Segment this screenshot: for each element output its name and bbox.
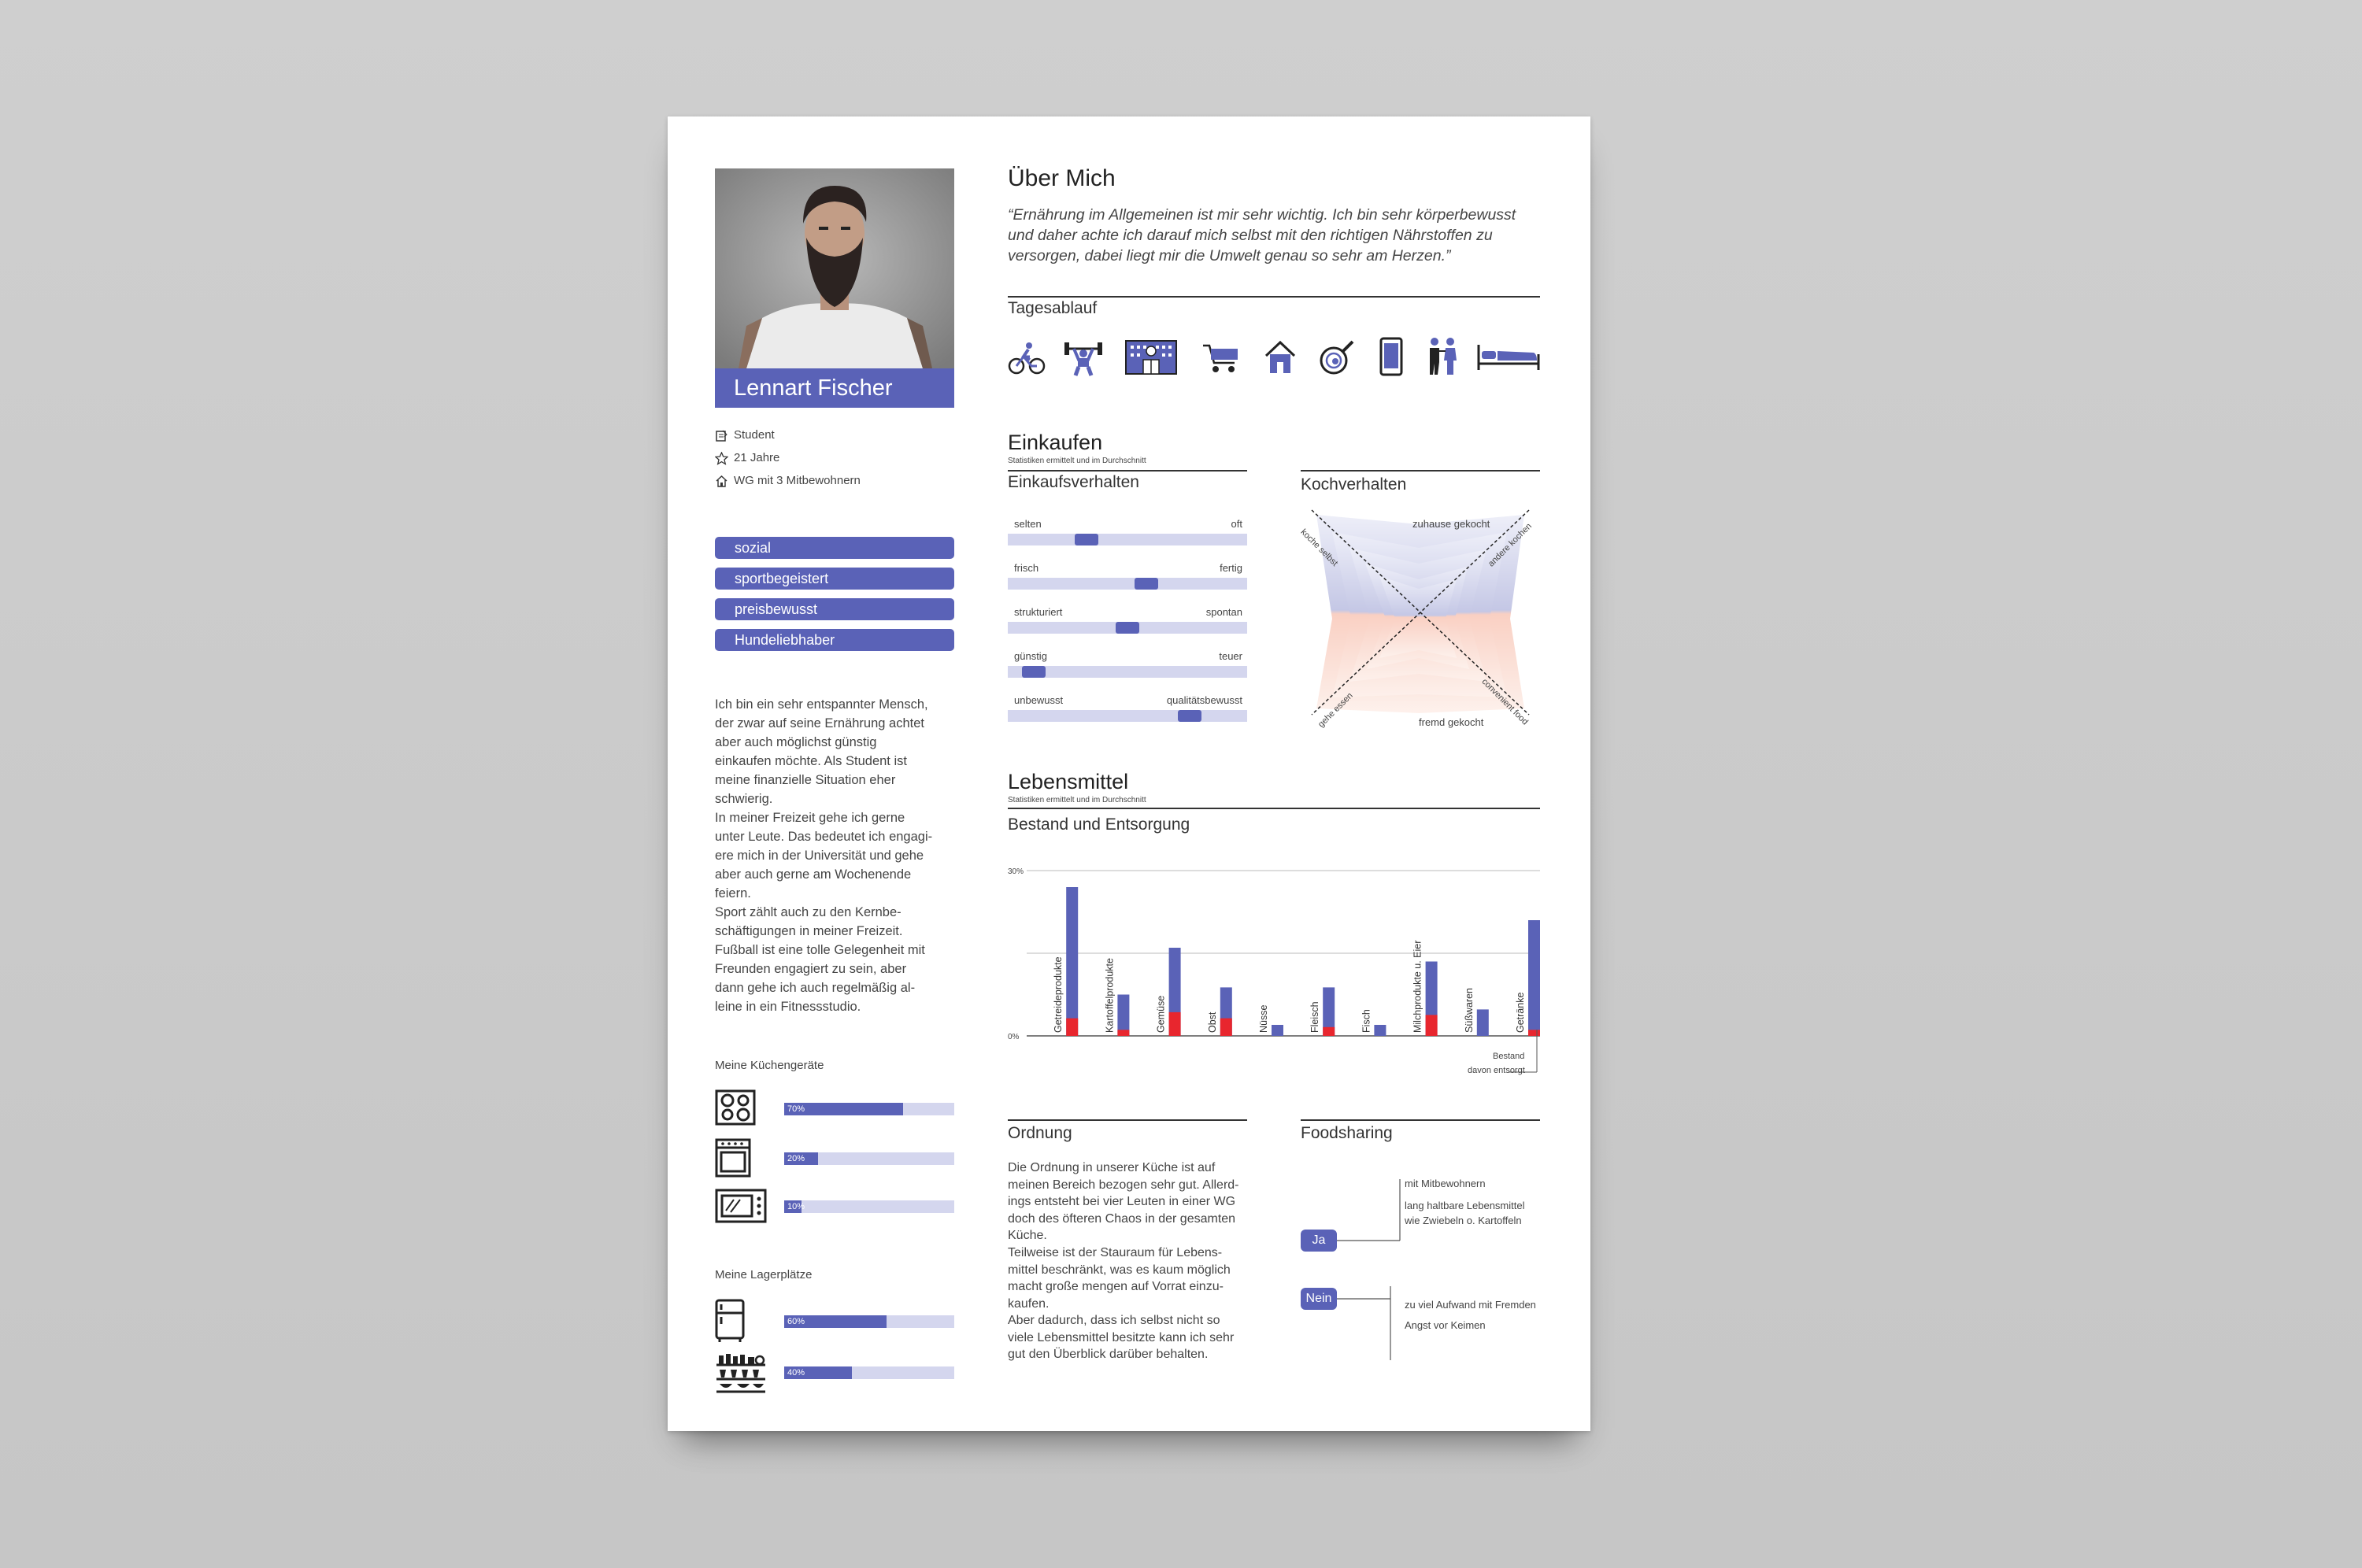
bar-waste bbox=[1426, 1015, 1438, 1036]
cooking-label-bl: gehe essen bbox=[1316, 690, 1355, 730]
slider-left-label: selten bbox=[1014, 518, 1042, 530]
divider-groceries bbox=[1008, 808, 1540, 809]
slider-right-label: fertig bbox=[1220, 562, 1242, 574]
order-paragraph-3: Aber dadurch, dass ich selbst nicht so viele Lebensmittel besitzte kann ich sehr gut den Überblick darüber behalten. bbox=[1008, 1314, 1235, 1361]
cooking-label-br: convenient food bbox=[1479, 677, 1530, 727]
bar-waste bbox=[1323, 1027, 1335, 1036]
storage-title: Meine Lagerplätze bbox=[715, 1268, 813, 1281]
slider-track bbox=[1008, 710, 1247, 722]
house-icon bbox=[715, 475, 728, 488]
tag-dog-lover: Hundeliebhaber bbox=[715, 629, 954, 651]
foodsharing-no-reason-1: zu viel Aufwand mit Fremden bbox=[1405, 1299, 1536, 1311]
bed-icon bbox=[1477, 343, 1540, 372]
y-tick-label: 0% bbox=[1008, 1033, 1020, 1041]
category-label: Obst bbox=[1206, 1011, 1218, 1033]
bar-waste bbox=[1220, 1019, 1232, 1036]
bar-waste bbox=[1528, 1030, 1540, 1036]
university-icon bbox=[1124, 339, 1178, 375]
tag-sporty: sportbegeistert bbox=[715, 568, 954, 590]
notepad-icon bbox=[715, 430, 727, 442]
category-label: Nüsse bbox=[1258, 1004, 1269, 1033]
profile-name: Lennart Fischer bbox=[715, 368, 954, 408]
order-title: Ordnung bbox=[1008, 1124, 1072, 1142]
slider-track bbox=[1008, 578, 1247, 590]
slider-right-label: oft bbox=[1231, 518, 1242, 530]
cooking-label-tl: koche selbst bbox=[1298, 527, 1340, 568]
shopping-behaviour-title: Einkaufsverhalten bbox=[1008, 473, 1139, 491]
cooking-label-top: zuhause gekocht bbox=[1412, 518, 1490, 530]
persona-sheet bbox=[668, 116, 1590, 1431]
divider-cooking bbox=[1301, 470, 1540, 472]
order-paragraph-1: Die Ordnung in unserer Küche ist auf meinen Bereich bezogen sehr gut. Allerd- ings entsteht bei vier Leuten in einer WG doch des öfteren Chaos in der gesamten Küche. bbox=[1008, 1161, 1239, 1242]
foodsharing-no-pill: Nein bbox=[1301, 1288, 1337, 1310]
slider-right-label: spontan bbox=[1205, 606, 1242, 618]
category-label: Fleisch bbox=[1309, 1001, 1321, 1033]
foodsharing-no-reason-2: Angst vor Keimen bbox=[1405, 1319, 1486, 1331]
slider-knob bbox=[1178, 710, 1201, 722]
home-icon bbox=[1264, 340, 1296, 375]
microwave-icon bbox=[715, 1189, 767, 1225]
slider-left-label: strukturiert bbox=[1014, 606, 1063, 618]
bar-waste bbox=[1066, 1019, 1078, 1036]
friends-icon bbox=[1427, 337, 1458, 376]
y-tick-label: 30% bbox=[1008, 867, 1024, 876]
divider-shopping bbox=[1008, 470, 1247, 472]
category-label: Süßwaren bbox=[1463, 988, 1475, 1033]
bar-stock bbox=[1066, 887, 1078, 1036]
slider-right-label: teuer bbox=[1219, 650, 1242, 662]
groceries-bar-chart bbox=[1008, 853, 1559, 1042]
slider-knob bbox=[1116, 622, 1139, 634]
appliances-title: Meine Küchengeräte bbox=[715, 1059, 824, 1072]
tag-social: sozial bbox=[715, 537, 954, 559]
stove-icon bbox=[715, 1089, 756, 1126]
storage-pct-shelf: 40% bbox=[787, 1368, 805, 1378]
shopping-cart-icon bbox=[1201, 341, 1241, 375]
slider-track bbox=[1008, 534, 1247, 545]
storage-pct-fridge: 60% bbox=[787, 1317, 805, 1326]
living-text: WG mit 3 Mitbewohnern bbox=[734, 474, 861, 487]
fridge-icon bbox=[715, 1299, 745, 1343]
category-label: Getreideprodukte bbox=[1053, 956, 1064, 1033]
slider-left-label: frisch bbox=[1014, 562, 1039, 574]
divider-foodsharing bbox=[1301, 1119, 1540, 1121]
oven-icon bbox=[715, 1138, 751, 1178]
divider-order bbox=[1008, 1119, 1247, 1121]
bar-stock bbox=[1117, 995, 1129, 1037]
foodsharing-yes-pill: Ja bbox=[1301, 1230, 1337, 1252]
star-icon bbox=[715, 452, 728, 465]
cooking-pan-icon bbox=[1318, 338, 1356, 376]
shopping-subtitle: Statistiken ermittelt und im Durchschnitt bbox=[1008, 457, 1146, 465]
legend-stock: Bestand bbox=[1493, 1052, 1525, 1061]
bar-waste bbox=[1169, 1012, 1181, 1036]
bicycle-icon bbox=[1008, 339, 1046, 377]
order-paragraph-2: Teilweise ist der Stauraum für Lebens- mittel beschränkt, was es kaum möglich macht große mengen auf Vorrat einzu- kaufen. bbox=[1008, 1246, 1231, 1311]
cooking-label-tr: andere kochen bbox=[1486, 521, 1534, 569]
groceries-subtitle: Statistiken ermittelt und im Durchschnitt bbox=[1008, 796, 1146, 804]
smartphone-icon bbox=[1379, 337, 1403, 376]
bar-stock bbox=[1477, 1009, 1489, 1036]
profile-photo bbox=[715, 168, 954, 368]
cooking-label-bottom: fremd gekocht bbox=[1419, 716, 1484, 728]
groceries-title: Lebensmittel bbox=[1008, 770, 1129, 793]
bio-paragraph-3: Sport zählt auch zu den Kernbe- schäftigungen in meiner Freizeit. Fußball ist eine tolle Gelegenheit mit Freunden engagiert zu sein, aber dann gehe ich auch regelmäßig al- leine in ein Fitnessstudio. bbox=[715, 905, 925, 1014]
divider-about bbox=[1008, 296, 1540, 298]
age-text: 21 Jahre bbox=[734, 451, 780, 464]
appliance-bar-microwave bbox=[784, 1200, 954, 1213]
bar-stock bbox=[1528, 920, 1540, 1036]
slider-knob bbox=[1075, 534, 1098, 545]
slider-left-label: unbewusst bbox=[1014, 694, 1064, 706]
shelf-icon bbox=[715, 1352, 767, 1393]
occupation-text: Student bbox=[734, 428, 775, 442]
person-photo-icon bbox=[715, 168, 954, 368]
shopping-title: Einkaufen bbox=[1008, 431, 1103, 454]
category-label: Fisch bbox=[1361, 1009, 1372, 1033]
about-quote: “Ernährung im Allgemeinen ist mir sehr wichtig. Ich bin sehr körperbewusst und daher achte ich darauf mich selbst mit den richtigen Nährstoffen zu versorgen, dabei liegt mir die Umwelt genau so sehr am Herzen.” bbox=[1008, 206, 1516, 264]
legend-waste: davon entsorgt bbox=[1468, 1066, 1525, 1075]
bar-stock bbox=[1272, 1025, 1283, 1036]
slider-right-label: qualitätsbewusst bbox=[1166, 694, 1242, 706]
bio-paragraph-2: In meiner Freizeit gehe ich gerne unter Leute. Das bedeutet ich engagi- ere mich in der Universität und gehe aber auch gerne am Wochenende feiern. bbox=[715, 811, 933, 900]
about-title: Über Mich bbox=[1008, 165, 1116, 191]
foodsharing-yes-reason-2: lang haltbare Lebensmittel wie Zwiebeln o. Kartoffeln bbox=[1405, 1200, 1525, 1226]
slider-knob bbox=[1135, 578, 1158, 590]
category-label: Getränke bbox=[1515, 992, 1526, 1033]
tag-price-conscious: preisbewusst bbox=[715, 598, 954, 620]
weightlifting-icon bbox=[1063, 338, 1104, 377]
category-label: Kartoffelprodukte bbox=[1104, 958, 1116, 1033]
appliance-pct-oven: 20% bbox=[787, 1154, 805, 1163]
cooking-radar-chart bbox=[1298, 501, 1540, 727]
slider-knob bbox=[1022, 666, 1046, 678]
bar-waste bbox=[1117, 1030, 1129, 1036]
category-label: Gemüse bbox=[1155, 995, 1167, 1033]
category-label: Milchprodukte u. Eier bbox=[1412, 940, 1423, 1033]
foodsharing-title: Foodsharing bbox=[1301, 1124, 1393, 1142]
bio-paragraph-1: Ich bin ein sehr entspannter Mensch, der zwar auf seine Ernährung achtet aber auch möglichst günstig einkaufen möchte. Als Student ist meine finanzielle Situation eher schwierig. bbox=[715, 697, 928, 806]
daily-title: Tagesablauf bbox=[1008, 299, 1098, 317]
cooking-title: Kochverhalten bbox=[1301, 475, 1407, 494]
appliance-pct-stove: 70% bbox=[787, 1104, 805, 1114]
bar-stock bbox=[1374, 1025, 1386, 1036]
groceries-chart-title: Bestand und Entsorgung bbox=[1008, 815, 1190, 834]
appliance-pct-microwave: 10% bbox=[787, 1202, 805, 1211]
foodsharing-yes-reason-1: mit Mitbewohnern bbox=[1405, 1178, 1486, 1189]
slider-left-label: günstig bbox=[1014, 650, 1047, 662]
